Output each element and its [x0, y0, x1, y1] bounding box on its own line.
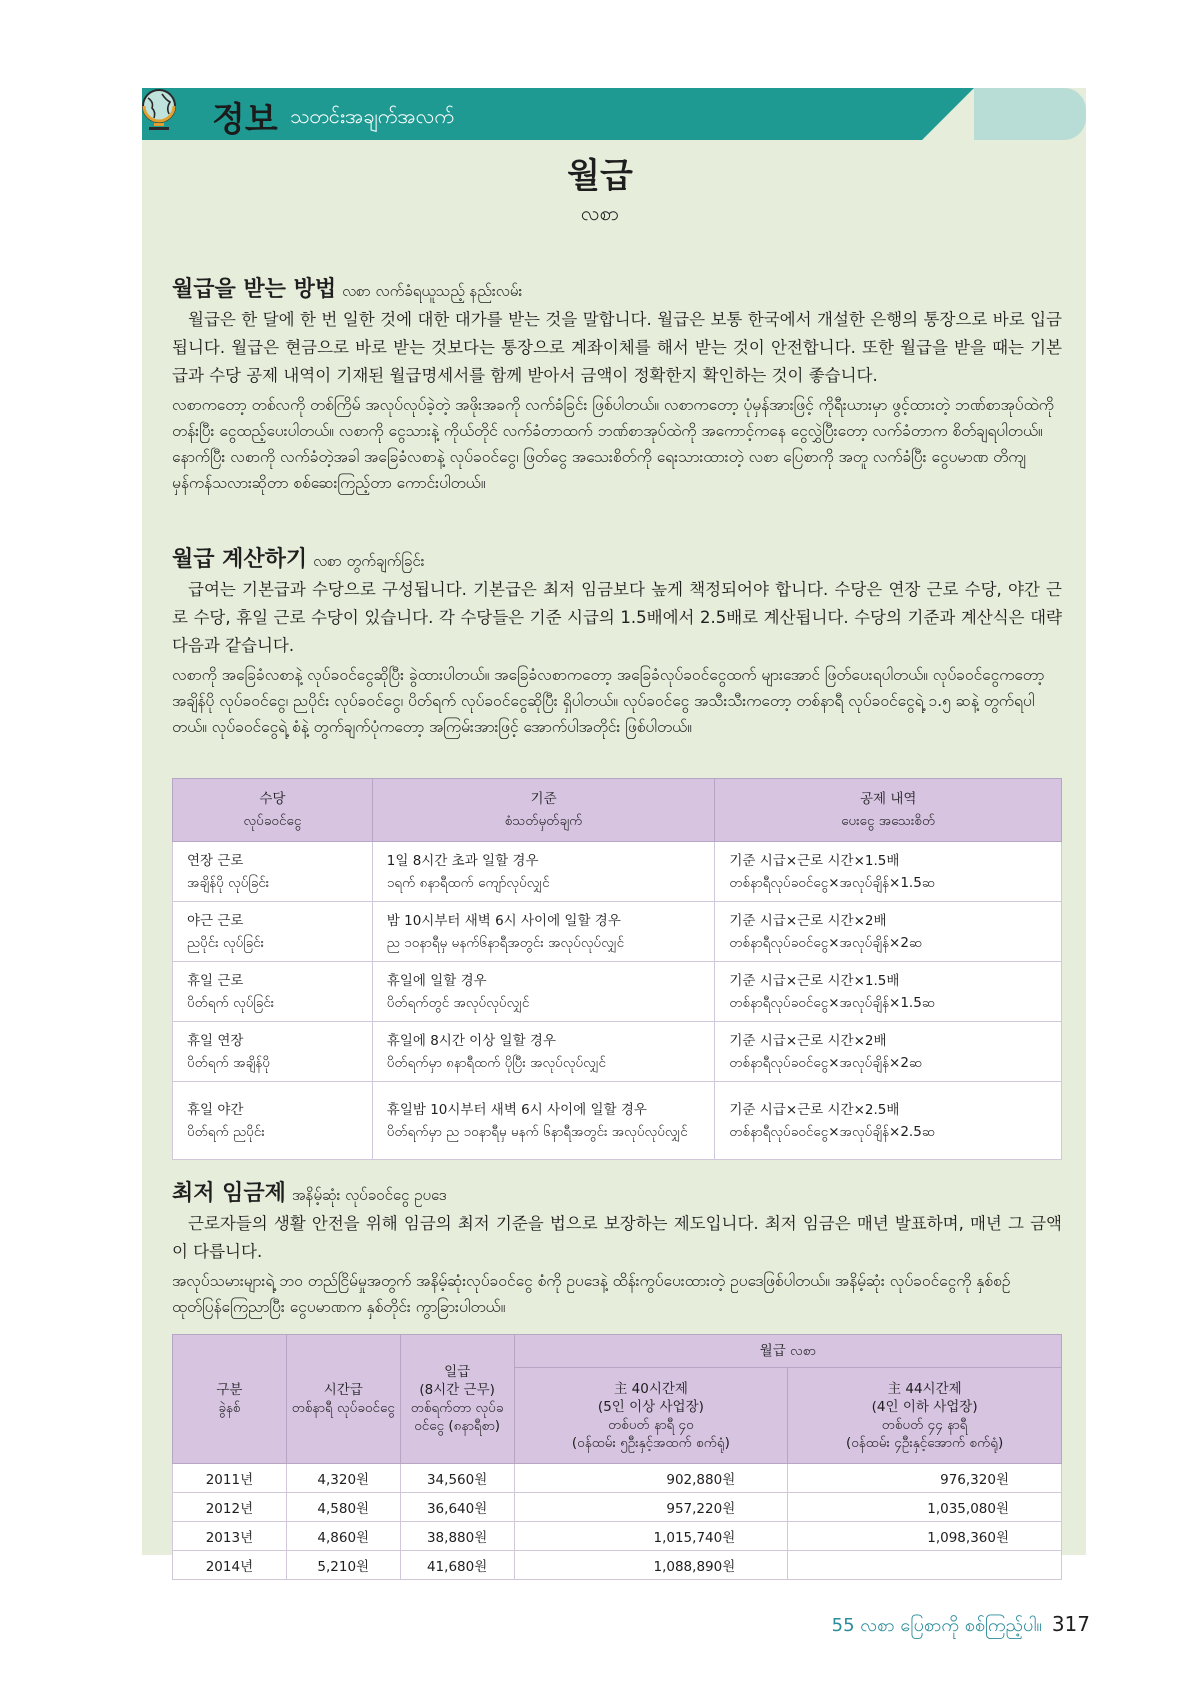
section2-heading-mm: လစာ တွက်ချက်ခြင်း	[313, 552, 425, 570]
allowance-cell: 휴일 야간 ပိတ်ရက် ညပိုင်း	[173, 1082, 373, 1160]
section1-kr-body: 월급은 한 달에 한 번 일한 것에 대한 대가를 받는 것을 말합니다. 월급은 보통 한국에서 개설한 은행의 통장으로 바로 입금됩니다. 월급은 현금으로 바로 받는 것보다는 통장으로 계좌이체를 해서 받는 것이 안전합니다. 또한 월급을 받을 때는 기본급과 수당 공제 내역이 기재된 월급명세서를 함께 받아서 금액이 정확한지 확인하는 것이 좋습니다.	[172, 310, 1062, 385]
formula-cell: 기준 시급×근로 시간×2.5배 တစ်နာရီလုပ်ခဝင်ငွေ×အလုပ်ချိန်×2.5ဆ	[715, 1082, 1062, 1160]
w44-cell: 1,098,360원	[788, 1522, 1062, 1551]
banner-title: 정보	[212, 100, 278, 140]
table-row	[173, 1522, 1062, 1551]
allowance-cell: 야근 근로 ညပိုင်း လုပ်ခြင်း	[173, 902, 373, 962]
year-cell: 2014년	[173, 1551, 287, 1580]
table-row	[173, 1464, 1062, 1493]
criteria-cell: 휴일밤 10시부터 새벽 6시 사이에 일할 경우 ပိတ်ရက်မှာ ည ၁၀နာရီမှ မနက် ၆နာရီအတွင်း အလုပ်လုပ်လျှင်	[372, 1082, 715, 1160]
w44-cell	[788, 1551, 1062, 1580]
allowance-cell: 연장 근로 အချိန်ပို လုပ်ခြင်း	[173, 842, 373, 902]
hourly-cell: 5,210원	[286, 1551, 400, 1580]
w44-cell: 976,320원	[788, 1464, 1062, 1493]
year-cell: 2012년	[173, 1493, 287, 1522]
table-row	[173, 1082, 1062, 1160]
globe-icon	[136, 86, 182, 132]
minimum-wage-table	[172, 1334, 1062, 1580]
page-number: 317	[1051, 1612, 1090, 1636]
section-banner	[142, 88, 1086, 140]
criteria-cell: 휴일에 8시간 이상 일할 경우 ပိတ်ရက်မှာ ၈နာရီထက် ပိုပြီး အလုပ်လုပ်လျှင်	[372, 1022, 715, 1082]
year-cell: 2011년	[173, 1464, 287, 1493]
page-title: 월급	[567, 156, 633, 196]
hourly-cell: 4,860원	[286, 1522, 400, 1551]
page-footer	[832, 1612, 1090, 1640]
formula-cell: 기준 시급×근로 시간×1.5배 တစ်နာရီလုပ်ခဝင်ငွေ×အလုပ်ချိန်×1.5ဆ	[715, 962, 1062, 1022]
table-row	[173, 842, 1062, 902]
hourly-cell: 4,580원	[286, 1493, 400, 1522]
daily-cell: 36,640원	[400, 1493, 514, 1522]
formula-cell: 기준 시급×근로 시간×1.5배 တစ်နာရီလုပ်ခဝင်ငွေ×အလုပ်ချိန်×1.5ဆ	[715, 842, 1062, 902]
section1-korean-text	[172, 306, 1062, 390]
formula-cell: 기준 시급×근로 시간×2배 တစ်နာရီလုပ်ခဝင်ငွေ×အလုပ်ချိန်×2ဆ	[715, 902, 1062, 962]
year-cell: 2013년	[173, 1522, 287, 1551]
daily-cell: 41,680원	[400, 1551, 514, 1580]
section2-korean-text	[172, 576, 1062, 660]
section3-heading-kr: 최저 임금제	[172, 1181, 286, 1206]
footer-chapter: 55 လစာ ပြေစာကို စစ်ကြည့်ပါ။	[831, 1615, 1042, 1636]
header-allowance: 수당 လုပ်ခဝင်ငွေ	[173, 779, 373, 842]
section1-myanmar-text: လစာကတော့ တစ်လကို တစ်ကြိမ် အလုပ်လုပ်ခဲ့တဲ့ အဖိုးအခကို လက်ခံခြင်း ဖြစ်ပါတယ်။ လစာကတော့ ပုံမှန်အားဖြင့် ကိုရီးယားမှာ ဖွင့်ထားတဲ့ ဘဏ်စာအုပ်ထဲကို တန်းပြီး ငွေထည့်ပေးပါတယ်။ လစာကို ငွေသားနဲ့ ကိုယ်တိုင် လက်ခံတာထက် ဘဏ်စာအုပ်ထဲကို အကောင့်ကနေ ငွေလွှဲပြီးတော့ လက်ခံတာက စိတ်ချရပါတယ်။ နောက်ပြီး လစာကို လက်ခံတဲ့အခါ အခြေခံလစာနဲ့ လုပ်ခဝင်ငွေ၊ ဖြတ်ငွေ အသေးစိတ်ကို ရေးသားထားတဲ့ လစာ ပြေစာကို အတူ လက်ခံပြီး ငွေပမာဏ တိကျမှန်ကန်သလားဆိုတာ စစ်ဆေးကြည့်တာ ကောင်းပါတယ်။	[172, 396, 1054, 492]
section1-heading-kr: 월급을 받는 방법	[172, 277, 337, 302]
section3-myanmar-text: အလုပ်သမားများရဲ့ ဘဝ တည်ငြိမ်မှုအတွက် အနိမ့်ဆုံးလုပ်ခဝင်ငွေ စံကို ဥပဒေနဲ့ ထိန်းကွပ်ပေးထားတဲ့ ဥပဒေဖြစ်ပါတယ်။ အနိမ့်ဆုံး လုပ်ခဝင်ငွေကို နှစ်စဉ် ထုတ်ပြန်ကြေညာပြီး ငွေပမာဏက နှစ်တိုင်း ကွာခြားပါတယ်။	[172, 1272, 1011, 1316]
header-40h: 主 40시간제 (5인 이상 사업장) တစ်ပတ် နာရီ ၄၀ (ဝန်ထမ်း ၅ဦးနှင့်အထက် စက်ရုံ)	[514, 1368, 788, 1464]
section2-myanmar-text: လစာကို အခြေခံလစာနဲ့ လုပ်ခဝင်ငွေဆိုပြီး ခွဲထားပါတယ်။ အခြေခံလစာကတော့ အခြေခံလုပ်ခဝင်ငွေထက် များအောင် ဖြတ်ပေးရပါတယ်။ လုပ်ခဝင်ငွေကတော့ အချိန်ပို လုပ်ခဝင်ငွေ၊ ညပိုင်း လုပ်ခဝင်ငွေ၊ ပိတ်ရက် လုပ်ခဝင်ငွေဆိုပြီး ရှိပါတယ်။ လုပ်ခဝင်ငွေ အသီးသီးကတော့ တစ်နာရီ လုပ်ခဝင်ငွေရဲ့ ၁.၅ ဆနဲ့ တွက်ရပါတယ်။ လုပ်ခဝင်ငွေရဲ့ စံနဲ့ တွက်ချက်ပုံကတော့ အကြမ်းအားဖြင့် အောက်ပါအတိုင်း ဖြစ်ပါတယ်။	[172, 666, 1045, 736]
criteria-cell: 밤 10시부터 새벽 6시 사이에 일할 경우 ည ၁၀နာရီမှ မနက်၆နာရီအတွင်း အလုပ်လုပ်လျှင်	[372, 902, 715, 962]
table-header-row	[173, 1335, 1062, 1368]
banner-subtitle: သတင်းအချက်အလက်	[290, 104, 455, 128]
daily-cell: 34,560원	[400, 1464, 514, 1493]
allowance-table	[172, 778, 1062, 1160]
table-row	[173, 1551, 1062, 1580]
allowance-cell: 휴일 연장 ပိတ်ရက် အချိန်ပို	[173, 1022, 373, 1082]
table-row	[173, 1022, 1062, 1082]
header-gubun: 구분 ခွဲနစ်	[173, 1335, 287, 1464]
allowance-cell: 휴일 근로 ပိတ်ရက် လုပ်ခြင်း	[173, 962, 373, 1022]
section3-heading	[172, 1176, 446, 1208]
section2-heading	[172, 542, 424, 574]
section1-heading-mm: လစာ လက်ခံရယူသည့် နည်းလမ်း	[342, 282, 523, 300]
table-row	[173, 902, 1062, 962]
section2-kr-body: 급여는 기본급과 수당으로 구성됩니다. 기본급은 최저 임금보다 높게 책정되어야 합니다. 수당은 연장 근로 수당, 야간 근로 수당, 휴일 근로 수당이 있습니다. 각 수당들은 기준 시급의 1.5배에서 2.5배로 계산됩니다. 수당의 기준과 계산식은 대략 다음과 같습니다.	[172, 580, 1062, 655]
section3-heading-mm: အနိမ့်ဆုံး လုပ်ခဝင်ငွေ ဥပဒေ	[291, 1186, 447, 1204]
header-monthly: 월급 လစာ	[514, 1335, 1061, 1368]
header-deduction: 공제 내역 ပေးငွေ အသေးစိတ်	[715, 779, 1062, 842]
header-44h: 主 44시간제 (4인 이하 사업장) တစ်ပတ် ၄၄ နာရီ (ဝန်ထမ်း ၄ဦးနှင့်အောက် စက်ရုံ)	[788, 1368, 1062, 1464]
section2-heading-kr: 월급 계산하기	[172, 547, 308, 572]
header-criteria: 기준 စံသတ်မှတ်ချက်	[372, 779, 715, 842]
w44-cell: 1,035,080원	[788, 1493, 1062, 1522]
criteria-cell: 휴일에 일할 경우 ပိတ်ရက်တွင် အလုပ်လုပ်လျှင်	[372, 962, 715, 1022]
formula-cell: 기준 시급×근로 시간×2배 တစ်နာရီလုပ်ခဝင်ငွေ×အလုပ်ချိန်×2ဆ	[715, 1022, 1062, 1082]
section3-kr-body: 근로자들의 생활 안전을 위해 임금의 최저 기준을 법으로 보장하는 제도입니다. 최저 임금은 매년 발표하며, 매년 그 금액이 다릅니다.	[172, 1214, 1062, 1261]
daily-cell: 38,880원	[400, 1522, 514, 1551]
header-daily: 일급 (8시간 근무) တစ်ရက်တာ လုပ်ခဝင်ငွေ (၈နာရီစာ)	[400, 1335, 514, 1464]
table-header-row	[173, 779, 1062, 842]
table-row	[173, 1493, 1062, 1522]
table-row	[173, 962, 1062, 1022]
section1-heading	[172, 272, 522, 304]
page-subtitle: လစာ	[580, 201, 620, 225]
w40-cell: 902,880원	[514, 1464, 788, 1493]
header-hourly: 시간급 တစ်နာရီ လုပ်ခဝင်ငွေ	[286, 1335, 400, 1464]
criteria-cell: 1일 8시간 초과 일할 경우 ၁ရက် ၈နာရီထက် ကျော်လုပ်လျှင်	[372, 842, 715, 902]
w40-cell: 1,015,740원	[514, 1522, 788, 1551]
hourly-cell: 4,320원	[286, 1464, 400, 1493]
w40-cell: 1,088,890원	[514, 1551, 788, 1580]
section3-korean-text	[172, 1210, 1062, 1266]
w40-cell: 957,220원	[514, 1493, 788, 1522]
